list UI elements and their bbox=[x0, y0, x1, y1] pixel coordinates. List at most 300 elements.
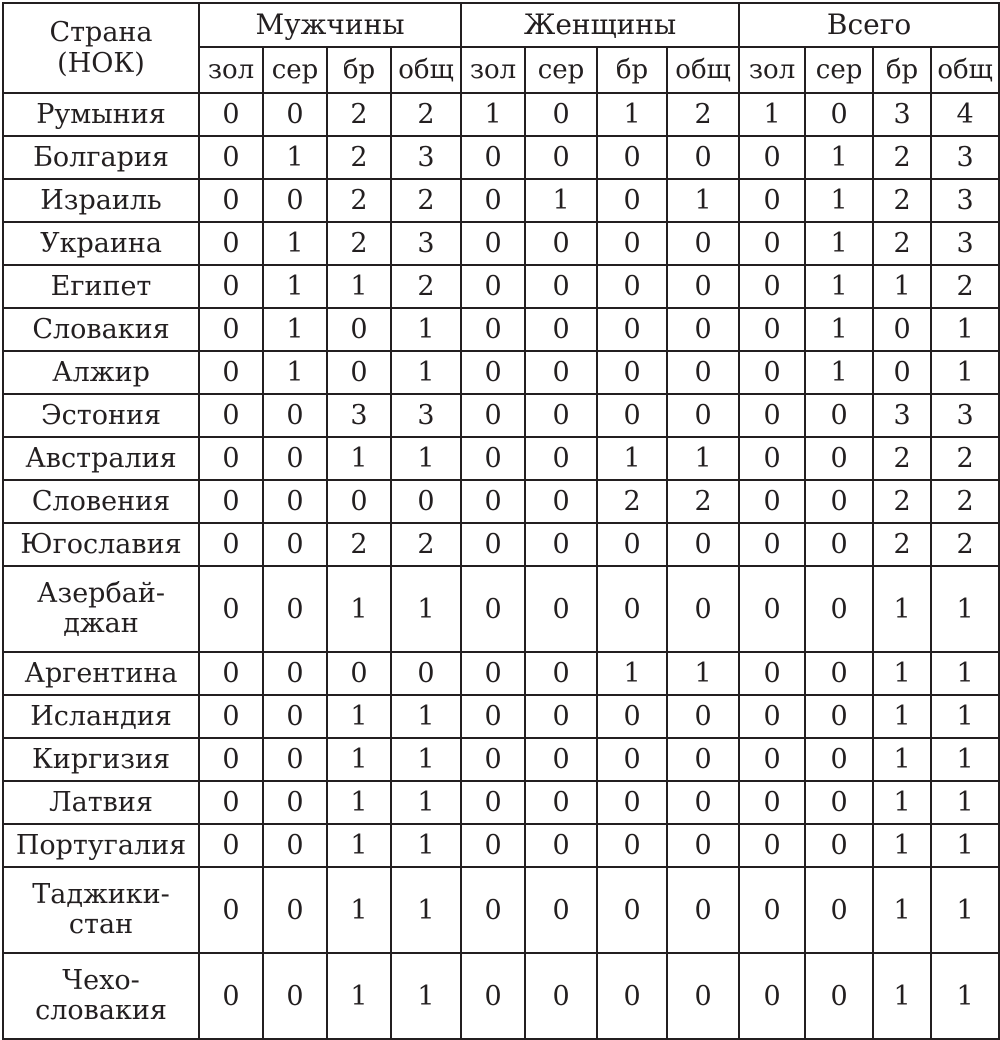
medal-count-cell: 0 bbox=[461, 566, 525, 652]
medal-count-cell: 0 bbox=[667, 394, 739, 437]
medal-count-cell: 0 bbox=[805, 738, 873, 781]
medal-count-cell: 1 bbox=[391, 695, 461, 738]
country-name: Таджики- bbox=[32, 879, 170, 911]
subheader-women-1: сер bbox=[525, 47, 597, 93]
medal-count-cell: 1 bbox=[931, 566, 999, 652]
medal-count-cell: 0 bbox=[199, 953, 263, 1039]
medal-count-cell: 0 bbox=[391, 652, 461, 695]
medal-count-cell: 3 bbox=[327, 394, 391, 437]
medal-count-cell: 0 bbox=[327, 652, 391, 695]
medal-count-cell: 2 bbox=[667, 480, 739, 523]
medal-count-cell: 1 bbox=[805, 136, 873, 179]
medal-count-cell: 3 bbox=[931, 179, 999, 222]
medal-count-cell: 2 bbox=[597, 480, 667, 523]
medal-count-cell: 0 bbox=[739, 136, 805, 179]
country-column-header bbox=[3, 3, 199, 93]
medal-count-cell: 0 bbox=[263, 179, 327, 222]
medal-count-cell: 1 bbox=[597, 652, 667, 695]
country-name: Словения bbox=[31, 485, 171, 517]
medal-count-cell: 2 bbox=[327, 136, 391, 179]
medal-count-cell: 0 bbox=[263, 738, 327, 781]
medal-count-cell: 0 bbox=[525, 308, 597, 351]
medal-count-cell: 1 bbox=[931, 652, 999, 695]
country-name: Югославия bbox=[20, 528, 182, 560]
medal-count-cell: 0 bbox=[739, 308, 805, 351]
medal-count-cell: 1 bbox=[327, 781, 391, 824]
country-name: Алжир bbox=[52, 356, 150, 388]
medal-count-cell: 0 bbox=[805, 652, 873, 695]
medal-count-cell: 2 bbox=[931, 480, 999, 523]
medal-count-cell: 1 bbox=[391, 867, 461, 953]
medal-count-cell: 0 bbox=[873, 351, 931, 394]
medal-count-cell: 0 bbox=[739, 953, 805, 1039]
medal-count-cell: 0 bbox=[263, 953, 327, 1039]
medal-count-cell: 0 bbox=[525, 136, 597, 179]
medal-count-cell: 0 bbox=[667, 695, 739, 738]
country-header-line: Страна bbox=[49, 16, 153, 48]
table-row bbox=[3, 738, 999, 781]
medal-count-cell: 2 bbox=[391, 265, 461, 308]
medal-count-cell: 0 bbox=[667, 953, 739, 1039]
medal-count-cell: 0 bbox=[667, 738, 739, 781]
medal-count-cell: 0 bbox=[525, 523, 597, 566]
medal-count-cell: 0 bbox=[263, 480, 327, 523]
medal-count-cell: 0 bbox=[597, 222, 667, 265]
table-row bbox=[3, 781, 999, 824]
table-row bbox=[3, 824, 999, 867]
subheader-total-0: зол bbox=[739, 47, 805, 93]
medal-count-cell: 1 bbox=[263, 222, 327, 265]
medal-count-cell: 1 bbox=[931, 781, 999, 824]
medal-count-cell: 1 bbox=[391, 437, 461, 480]
subheader-men-3: общ bbox=[391, 47, 461, 93]
medal-count-cell: 3 bbox=[873, 93, 931, 136]
medal-count-cell: 0 bbox=[739, 695, 805, 738]
country-name: Киргизия bbox=[31, 743, 171, 775]
country-cell bbox=[3, 308, 199, 351]
medal-count-cell: 0 bbox=[199, 93, 263, 136]
medal-count-cell: 0 bbox=[597, 265, 667, 308]
medal-count-cell: 0 bbox=[739, 179, 805, 222]
medal-count-cell: 1 bbox=[873, 265, 931, 308]
medal-count-cell: 0 bbox=[525, 394, 597, 437]
country-name: Румыния bbox=[36, 98, 166, 130]
medal-count-cell: 0 bbox=[461, 480, 525, 523]
medal-count-cell: 0 bbox=[805, 953, 873, 1039]
country-cell bbox=[3, 265, 199, 308]
medal-count-cell: 1 bbox=[873, 652, 931, 695]
medal-count-cell: 0 bbox=[739, 781, 805, 824]
medal-count-cell: 1 bbox=[263, 136, 327, 179]
medal-count-cell: 0 bbox=[199, 652, 263, 695]
medal-count-cell: 0 bbox=[263, 824, 327, 867]
medal-count-cell: 0 bbox=[199, 781, 263, 824]
table-row bbox=[3, 136, 999, 179]
table-row bbox=[3, 480, 999, 523]
country-cell bbox=[3, 566, 199, 652]
medal-count-cell: 0 bbox=[263, 93, 327, 136]
medal-count-cell: 3 bbox=[931, 222, 999, 265]
medal-count-cell: 0 bbox=[667, 824, 739, 867]
country-name: Латвия bbox=[49, 786, 153, 818]
subheader-women-0: зол bbox=[461, 47, 525, 93]
medal-count-cell: 0 bbox=[263, 394, 327, 437]
medal-count-cell: 0 bbox=[263, 781, 327, 824]
medal-count-cell: 0 bbox=[199, 265, 263, 308]
medal-count-cell: 3 bbox=[391, 222, 461, 265]
table-row bbox=[3, 437, 999, 480]
country-name: стан bbox=[68, 909, 134, 940]
medal-count-cell: 4 bbox=[931, 93, 999, 136]
country-name: Египет bbox=[50, 270, 152, 302]
medal-count-cell: 0 bbox=[739, 566, 805, 652]
table-row bbox=[3, 953, 999, 1039]
medal-count-cell: 0 bbox=[667, 781, 739, 824]
subheader-men-1: сер bbox=[263, 47, 327, 93]
country-cell bbox=[3, 867, 199, 953]
country-name: Азербай- bbox=[37, 578, 165, 610]
medal-count-cell: 0 bbox=[805, 781, 873, 824]
medal-count-cell: 3 bbox=[873, 394, 931, 437]
medal-count-cell: 1 bbox=[739, 93, 805, 136]
subheader-men-2: бр bbox=[327, 47, 391, 93]
country-cell bbox=[3, 523, 199, 566]
medal-count-cell: 0 bbox=[597, 824, 667, 867]
medal-count-cell: 0 bbox=[263, 523, 327, 566]
group-header-total: Всего bbox=[739, 3, 999, 47]
medal-count-cell: 0 bbox=[739, 824, 805, 867]
country-name: Австралия bbox=[25, 442, 177, 474]
country-name: Словакия bbox=[32, 313, 170, 345]
medal-count-cell: 3 bbox=[391, 394, 461, 437]
medal-count-cell: 1 bbox=[931, 351, 999, 394]
medal-count-cell: 0 bbox=[739, 351, 805, 394]
medal-count-cell: 1 bbox=[805, 222, 873, 265]
medal-count-cell: 0 bbox=[461, 652, 525, 695]
medal-count-cell: 0 bbox=[597, 179, 667, 222]
medal-count-cell: 1 bbox=[391, 824, 461, 867]
medal-count-cell: 1 bbox=[391, 566, 461, 652]
medal-count-cell: 0 bbox=[667, 265, 739, 308]
medal-count-cell: 0 bbox=[739, 652, 805, 695]
medal-count-cell: 1 bbox=[597, 437, 667, 480]
medal-count-cell: 0 bbox=[805, 394, 873, 437]
medal-count-cell: 0 bbox=[461, 523, 525, 566]
medal-count-cell: 2 bbox=[873, 179, 931, 222]
medal-count-cell: 1 bbox=[597, 93, 667, 136]
medal-count-cell: 2 bbox=[667, 93, 739, 136]
medal-count-cell: 1 bbox=[461, 93, 525, 136]
subheader-total-2: бр bbox=[873, 47, 931, 93]
medal-count-cell: 0 bbox=[597, 351, 667, 394]
medal-count-cell: 0 bbox=[667, 308, 739, 351]
country-name: Португалия bbox=[15, 829, 187, 861]
medal-count-cell: 0 bbox=[199, 867, 263, 953]
medal-count-cell: 1 bbox=[391, 738, 461, 781]
table-row bbox=[3, 308, 999, 351]
country-cell bbox=[3, 179, 199, 222]
medal-count-cell: 1 bbox=[873, 781, 931, 824]
medal-count-cell: 2 bbox=[931, 437, 999, 480]
medal-count-cell: 0 bbox=[199, 695, 263, 738]
medal-count-cell: 1 bbox=[263, 265, 327, 308]
medal-count-cell: 0 bbox=[739, 437, 805, 480]
medal-count-cell: 0 bbox=[461, 824, 525, 867]
medal-count-cell: 3 bbox=[931, 394, 999, 437]
medal-count-cell: 2 bbox=[391, 93, 461, 136]
medal-count-cell: 1 bbox=[391, 308, 461, 351]
medal-count-cell: 2 bbox=[931, 265, 999, 308]
medal-count-cell: 0 bbox=[263, 566, 327, 652]
country-cell bbox=[3, 652, 199, 695]
medal-count-cell: 0 bbox=[597, 566, 667, 652]
medal-count-cell: 0 bbox=[525, 222, 597, 265]
table-row bbox=[3, 523, 999, 566]
medal-count-cell: 0 bbox=[597, 136, 667, 179]
medal-count-cell: 0 bbox=[525, 652, 597, 695]
table-row bbox=[3, 93, 999, 136]
medal-count-cell: 0 bbox=[805, 437, 873, 480]
table-row bbox=[3, 566, 999, 652]
medal-count-cell: 0 bbox=[805, 480, 873, 523]
medal-count-cell: 1 bbox=[931, 738, 999, 781]
table-row bbox=[3, 179, 999, 222]
medal-count-cell: 0 bbox=[461, 867, 525, 953]
medal-count-cell: 3 bbox=[931, 136, 999, 179]
medal-count-cell: 1 bbox=[525, 179, 597, 222]
medal-count-cell: 1 bbox=[805, 308, 873, 351]
medal-count-cell: 1 bbox=[263, 308, 327, 351]
medal-count-cell: 0 bbox=[525, 93, 597, 136]
country-cell bbox=[3, 824, 199, 867]
medal-count-cell: 0 bbox=[525, 738, 597, 781]
medal-count-cell: 1 bbox=[391, 351, 461, 394]
medal-count-cell: 0 bbox=[873, 308, 931, 351]
medal-count-cell: 2 bbox=[327, 523, 391, 566]
country-cell bbox=[3, 394, 199, 437]
table-row bbox=[3, 867, 999, 953]
medal-count-cell: 1 bbox=[327, 867, 391, 953]
medal-count-cell: 0 bbox=[739, 480, 805, 523]
medal-count-cell: 0 bbox=[199, 394, 263, 437]
subheader-women-2: бр bbox=[597, 47, 667, 93]
medal-count-cell: 1 bbox=[667, 179, 739, 222]
medal-count-cell: 0 bbox=[739, 867, 805, 953]
medal-count-cell: 0 bbox=[525, 824, 597, 867]
group-header-men: Мужчины bbox=[199, 3, 461, 47]
medal-count-cell: 1 bbox=[873, 566, 931, 652]
medal-count-cell: 1 bbox=[931, 308, 999, 351]
medal-count-cell: 1 bbox=[327, 566, 391, 652]
country-cell bbox=[3, 738, 199, 781]
country-name: словакия bbox=[35, 995, 167, 1026]
medal-count-cell: 0 bbox=[597, 523, 667, 566]
medal-count-cell: 0 bbox=[199, 566, 263, 652]
medal-count-cell: 0 bbox=[199, 523, 263, 566]
medal-count-cell: 1 bbox=[327, 437, 391, 480]
table-row bbox=[3, 222, 999, 265]
medal-count-cell: 1 bbox=[391, 781, 461, 824]
medal-count-cell: 0 bbox=[525, 781, 597, 824]
country-cell bbox=[3, 480, 199, 523]
medal-count-cell: 1 bbox=[931, 824, 999, 867]
country-name: Эстония bbox=[41, 399, 161, 431]
medal-count-cell: 0 bbox=[461, 179, 525, 222]
medal-count-cell: 1 bbox=[327, 265, 391, 308]
subheader-total-3: общ bbox=[931, 47, 999, 93]
medal-count-cell: 1 bbox=[873, 738, 931, 781]
country-cell bbox=[3, 437, 199, 480]
medal-count-cell: 0 bbox=[199, 222, 263, 265]
medal-count-cell: 2 bbox=[327, 179, 391, 222]
medal-count-cell: 0 bbox=[525, 566, 597, 652]
country-name: джан bbox=[63, 608, 139, 639]
country-cell bbox=[3, 351, 199, 394]
medal-count-cell: 1 bbox=[263, 351, 327, 394]
medal-count-cell: 0 bbox=[461, 265, 525, 308]
medal-count-cell: 2 bbox=[391, 523, 461, 566]
country-cell bbox=[3, 93, 199, 136]
medal-count-cell: 0 bbox=[263, 437, 327, 480]
medal-count-cell: 0 bbox=[739, 222, 805, 265]
medal-count-cell: 0 bbox=[525, 351, 597, 394]
medal-count-cell: 0 bbox=[739, 523, 805, 566]
medal-count-cell: 0 bbox=[597, 781, 667, 824]
medal-count-cell: 1 bbox=[327, 953, 391, 1039]
medal-count-cell: 2 bbox=[327, 93, 391, 136]
medal-count-cell: 0 bbox=[597, 738, 667, 781]
country-name: Израиль bbox=[40, 184, 162, 216]
medal-count-cell: 0 bbox=[461, 738, 525, 781]
medal-count-cell: 0 bbox=[525, 437, 597, 480]
table-row bbox=[3, 265, 999, 308]
medal-count-cell: 0 bbox=[525, 480, 597, 523]
subheader-men-0: зол bbox=[199, 47, 263, 93]
medal-count-cell: 0 bbox=[667, 867, 739, 953]
medal-count-cell: 0 bbox=[525, 867, 597, 953]
medal-count-cell: 1 bbox=[805, 351, 873, 394]
medal-count-cell: 0 bbox=[597, 953, 667, 1039]
medal-count-cell: 1 bbox=[327, 695, 391, 738]
medal-count-cell: 0 bbox=[739, 265, 805, 308]
medal-count-cell: 0 bbox=[199, 308, 263, 351]
medal-count-cell: 0 bbox=[667, 523, 739, 566]
table-row bbox=[3, 695, 999, 738]
medal-table bbox=[2, 2, 1000, 1040]
medal-count-cell: 0 bbox=[805, 867, 873, 953]
medal-count-cell: 0 bbox=[667, 351, 739, 394]
medal-count-cell: 2 bbox=[873, 480, 931, 523]
medal-count-cell: 0 bbox=[461, 308, 525, 351]
medal-count-cell: 0 bbox=[461, 351, 525, 394]
medal-count-cell: 0 bbox=[525, 695, 597, 738]
medal-count-cell: 2 bbox=[873, 437, 931, 480]
medal-count-cell: 0 bbox=[739, 738, 805, 781]
medal-count-cell: 0 bbox=[461, 394, 525, 437]
country-name: Болгария bbox=[33, 141, 169, 173]
country-header-line: (НОК) bbox=[57, 48, 145, 79]
medal-count-cell: 0 bbox=[263, 695, 327, 738]
medal-count-cell: 2 bbox=[391, 179, 461, 222]
country-cell bbox=[3, 136, 199, 179]
medal-count-cell: 1 bbox=[667, 652, 739, 695]
medal-count-cell: 0 bbox=[199, 824, 263, 867]
medal-count-cell: 0 bbox=[461, 222, 525, 265]
medal-count-cell: 0 bbox=[805, 523, 873, 566]
medal-count-cell: 1 bbox=[805, 179, 873, 222]
medal-count-cell: 0 bbox=[667, 566, 739, 652]
medal-count-cell: 0 bbox=[199, 437, 263, 480]
country-cell bbox=[3, 695, 199, 738]
medal-count-cell: 0 bbox=[461, 953, 525, 1039]
medal-count-cell: 0 bbox=[327, 480, 391, 523]
medal-count-cell: 1 bbox=[667, 437, 739, 480]
medal-count-cell: 2 bbox=[931, 523, 999, 566]
medal-count-cell: 1 bbox=[931, 953, 999, 1039]
medal-count-cell: 0 bbox=[263, 867, 327, 953]
medal-count-cell: 0 bbox=[805, 695, 873, 738]
medal-count-cell: 0 bbox=[199, 136, 263, 179]
country-cell bbox=[3, 222, 199, 265]
medal-count-cell: 0 bbox=[739, 394, 805, 437]
medal-count-cell: 1 bbox=[931, 695, 999, 738]
country-cell bbox=[3, 953, 199, 1039]
medal-count-cell: 0 bbox=[525, 265, 597, 308]
table-row bbox=[3, 394, 999, 437]
medal-count-cell: 0 bbox=[805, 93, 873, 136]
medal-count-cell: 0 bbox=[667, 136, 739, 179]
medal-count-cell: 0 bbox=[199, 480, 263, 523]
medal-count-cell: 0 bbox=[461, 136, 525, 179]
medal-count-cell: 0 bbox=[327, 308, 391, 351]
medal-count-cell: 0 bbox=[597, 308, 667, 351]
table-row bbox=[3, 652, 999, 695]
medal-count-cell: 1 bbox=[327, 738, 391, 781]
medal-count-cell: 0 bbox=[199, 738, 263, 781]
medal-count-cell: 2 bbox=[873, 222, 931, 265]
country-name: Исландия bbox=[30, 700, 172, 732]
medal-count-cell: 0 bbox=[805, 824, 873, 867]
country-name: Чехо- bbox=[62, 965, 140, 997]
medal-count-cell: 0 bbox=[327, 351, 391, 394]
medal-count-cell: 2 bbox=[873, 523, 931, 566]
medal-count-cell: 0 bbox=[461, 695, 525, 738]
country-cell bbox=[3, 781, 199, 824]
medal-count-cell: 0 bbox=[199, 179, 263, 222]
table-body bbox=[3, 93, 999, 1039]
medal-count-cell: 1 bbox=[873, 867, 931, 953]
medal-count-cell: 1 bbox=[931, 867, 999, 953]
country-name: Украина bbox=[40, 227, 162, 259]
medal-count-cell: 0 bbox=[805, 566, 873, 652]
medal-count-cell: 3 bbox=[391, 136, 461, 179]
medal-count-cell: 0 bbox=[461, 437, 525, 480]
medal-count-cell: 1 bbox=[873, 953, 931, 1039]
medal-count-cell: 0 bbox=[391, 480, 461, 523]
medal-count-cell: 0 bbox=[461, 781, 525, 824]
medal-count-cell: 0 bbox=[263, 652, 327, 695]
medal-count-cell: 1 bbox=[873, 824, 931, 867]
medal-count-cell: 2 bbox=[327, 222, 391, 265]
medal-count-cell: 0 bbox=[525, 953, 597, 1039]
medal-count-cell: 0 bbox=[597, 394, 667, 437]
table-row bbox=[3, 351, 999, 394]
medal-count-cell: 1 bbox=[391, 953, 461, 1039]
medal-count-cell: 2 bbox=[873, 136, 931, 179]
medal-count-cell: 0 bbox=[597, 695, 667, 738]
medal-count-cell: 1 bbox=[327, 824, 391, 867]
medal-count-cell: 0 bbox=[199, 351, 263, 394]
